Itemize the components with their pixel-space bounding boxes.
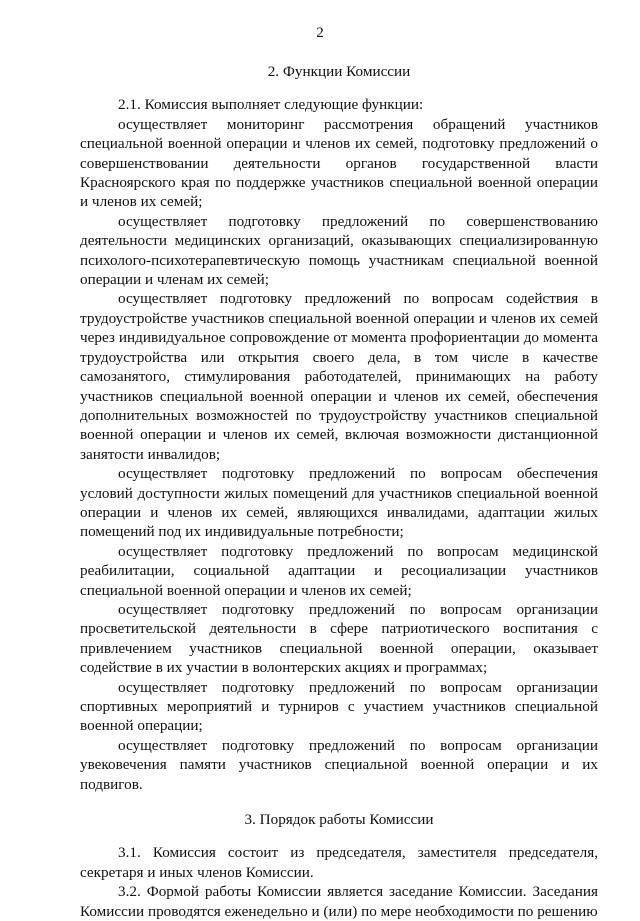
document-body — [80, 62, 598, 921]
page-number: 2 — [316, 25, 324, 41]
function-item-4: осуществляет подготовку предложений по вопросам обеспечения условий доступности жилых помещений для участников специальной военной операции и членов их семей, являющихся инвалидами, адаптации жилых помещений под их индивидуальные потребности; — [80, 465, 598, 541]
function-item-3: осуществляет подготовку предложений по вопросам содействия в трудоустройстве участников специальной военной операции и членов их семей через индивидуальное сопровождение от момента профориентации до момента трудоустройства или открытия своего дела, в том числе в качестве самозанятого, стимулирования работодателей, принимающих на работу участников специальной военной операции и членов их семей, обеспечения дополнительных возможностей по трудоустройству участников специальной военной операции и членов их семей, включая возможности дистанционной занятости инвалидов; — [80, 290, 598, 463]
function-item-7: осуществляет подготовку предложений по вопросам организации спортивных мероприятий и турниров с участием участников специальной военной операции; — [80, 678, 598, 735]
section-2-intro: 2.1. Комиссия выполняет следующие функции: — [118, 96, 424, 114]
function-item-2: осуществляет подготовку предложений по совершенствованию деятельности медицинских организаций, оказывающих специализированную психолого-психотерапевтическую помощь участникам специальной военной операции и членам их семей; — [80, 212, 598, 289]
section-3-paragraph-2: 3.2. Формой работы Комиссии является заседание Комиссии. Заседания Комиссии проводятся еженедельно и (или) по мере необходимости по решению — [80, 883, 598, 920]
function-item-8: осуществляет подготовку предложений по вопросам организации увековечения памяти участников специальной военной операции и их подвигов. — [80, 736, 598, 793]
function-item-5: осуществляет подготовку предложений по вопросам медицинской реабилитации, социальной адаптации и ресоциализации участников специальной военной операции и членов их семей; — [80, 542, 598, 599]
function-item-6: осуществляет подготовку предложений по вопросам организации просветительской деятельности в сфере патриотического воспитания с привлечением участников специальной военной операции, оказывает содействие в их участии в волонтерских акциях и программах; — [80, 600, 598, 677]
section-3-title: 3. Порядок работы Комиссии — [244, 811, 434, 829]
section-2-title: 2. Функции Комиссии — [267, 63, 411, 80]
function-item-1: осуществляет мониторинг рассмотрения обращений участников специальной военной операции и членов их семей, подготовку предложений о совершенствовании деятельности органов государственной власти Красноярского края по поддержке участников специальной военной операции и членов их семей; — [80, 115, 598, 211]
section-3-paragraph-1: 3.1. Комиссия состоит из председателя, заместителя председателя, секретаря и иных членов Комиссии. — [80, 844, 598, 881]
